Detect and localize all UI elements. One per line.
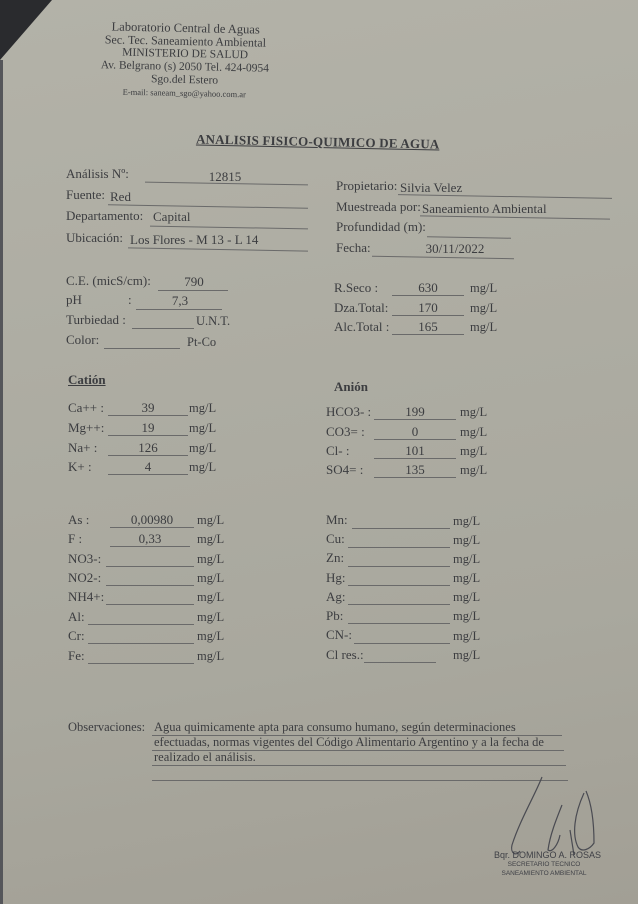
ph-line [136,309,222,310]
cation-unit-na: mg/L [189,441,217,455]
turbiedad-line [132,328,194,329]
anion-line-so4 [374,477,456,478]
ubicacion-value: Los Flores - M 13 - L 14 [130,232,259,247]
metal-line-zn [348,566,450,567]
rseco-value: 630 [418,280,438,295]
cation-label-mg: Mg++: [68,420,105,435]
metal-unit-f: mg/L [197,532,225,546]
metal-line-ag [348,604,450,605]
stamp-dept: SANEAMIENTO AMBIENTAL [501,870,587,877]
cation-title: Catión [68,372,106,387]
letterhead [79,20,291,102]
analisis-label: Análisis Nº: [66,166,129,181]
cation-value-na: 126 [138,440,158,455]
metal-line-as [110,527,194,528]
anion-value-cl: 101 [405,443,425,458]
anion-line-cl [374,458,456,459]
lab-name: Laboratorio Central de Aguas [111,19,260,37]
cation-unit-ca: mg/L [189,401,217,415]
cation-unit-k: mg/L [189,460,217,474]
dza-label: Dza.Total: [334,300,389,315]
anion-unit-cl: mg/L [460,444,488,458]
metal-label-zn: Zn: [326,550,345,565]
metal-unit-zn: mg/L [453,552,481,566]
anion-unit-co3: mg/L [460,425,488,439]
email: E-mail: saneam_sgo@yahoo.com.ar [122,86,247,100]
metal-label-cr: Cr: [68,628,85,643]
muestreada-label: Muestreada por: [336,199,421,214]
city: Sgo.del Estero [150,73,219,87]
anion-label-cl: Cl- : [326,443,350,458]
dza-line [392,315,464,316]
analisis-value: 12815 [208,169,242,184]
observaciones-label: Observaciones: [68,720,146,734]
metal-unit-cr: mg/L [197,629,225,643]
metal-label-as: As : [68,512,90,527]
anion-unit-so4: mg/L [460,463,488,477]
background-corner [0,0,52,60]
anion-title: Anión [334,379,368,394]
departamento-label: Departamento: [66,208,144,223]
metal-label-mn: Mn: [326,512,348,527]
anion-value-so4: 135 [405,462,425,477]
anion-value-hco3: 199 [405,404,425,419]
metal-line-pb [348,623,450,624]
metal-line-f [110,546,190,547]
metal-unit-mn: mg/L [453,514,481,528]
metal-line-mn [352,528,450,529]
metal-unit-al: mg/L [197,610,225,624]
observaciones-line2: efectuadas, normas vigentes del Código Alimentario Argentino y a la fecha de [154,735,544,749]
metal-unit-fe: mg/L [197,649,225,663]
metal-label-pb: Pb: [326,608,344,623]
profundidad-label: Profundidad (m): [336,219,426,234]
address: Av. Belgrano (s) 2050 Tel. 424-0954 [100,59,270,75]
anion-label-co3: CO3= : [326,424,365,439]
muestreada-value: Saneamiento Ambiental [422,201,547,216]
metal-unit-pb: mg/L [453,609,481,623]
alc-line [392,334,464,335]
dza-unit: mg/L [470,301,498,315]
metal-unit-hg: mg/L [453,571,481,585]
anion-value-co3: 0 [411,424,419,439]
metal-label-nh4: NH4+: [68,589,105,604]
obs-rule-3 [152,765,566,766]
turbiedad-label: Turbiedad : [66,312,126,327]
turbiedad-unit: U.N.T. [196,314,231,328]
observaciones-line3: realizado el análisis. [154,750,256,764]
page-edge [0,60,3,904]
stamp-role: SECRETARIO TECNICO [507,861,581,868]
dza-value: 170 [418,300,438,315]
metal-label-cn: CN-: [326,627,352,642]
metal-line-clres [364,662,436,663]
alc-value: 165 [418,319,438,334]
metal-unit-nh4: mg/L [197,590,225,604]
cation-line-mg [108,435,188,436]
ph-label: pH [66,292,82,307]
cation-value-k: 4 [144,459,152,474]
metal-value-f: 0,33 [138,531,162,546]
alc-label: Alc.Total : [334,319,390,334]
metal-label-no2: NO2-: [68,570,102,585]
rseco-label: R.Seco : [334,280,379,295]
anion-unit-hco3: mg/L [460,405,488,419]
metal-label-f: F : [68,531,83,546]
metal-unit-clres: mg/L [453,648,481,662]
rseco-unit: mg/L [470,281,498,295]
anion-label-so4: SO4= : [326,462,364,477]
cation-value-mg: 19 [141,420,155,435]
rseco-line [392,295,464,296]
ubicacion-label: Ubicación: [66,230,124,245]
cation-label-k: K+ : [68,459,92,474]
ministry: MINISTERIO DE SALUD [122,46,249,62]
metal-label-fe: Fe: [68,648,85,663]
color-label: Color: [66,332,100,347]
propietario-value: Silvia Velez [400,180,463,195]
fuente-label: Fuente: [66,187,105,202]
metal-label-cu: Cu: [326,531,345,546]
metal-unit-as: mg/L [197,513,225,527]
metal-line-cn [354,643,450,644]
metal-line-fe [88,663,194,664]
lab-section: Sec. Tec. Saneamiento Ambiental [104,32,267,50]
fecha-label: Fecha: [336,240,371,255]
observaciones-line1: Agua quimicamente apta para consumo humano, según determinaciones [154,720,516,734]
ph-value: 7,3 [171,293,189,308]
cation-line-k [108,474,188,475]
metal-unit-cu: mg/L [453,533,481,547]
ce-label: C.E. (micS/cm): [66,273,151,288]
ph-colon: : [128,292,132,307]
color-line [104,348,180,349]
metal-unit-no2: mg/L [197,571,225,585]
metal-label-ag: Ag: [326,589,346,604]
ce-value: 790 [184,274,204,289]
signature-stamp [494,850,602,878]
fecha-value: 30/11/2022 [425,241,485,256]
metal-line-no2 [106,585,194,586]
metal-unit-no3: mg/L [197,552,225,566]
metal-line-al [88,624,194,625]
metal-label-no3: NO3-: [68,551,102,566]
alc-unit: mg/L [470,320,498,334]
document-title: ANALISIS FISICO-QUIMICO DE AGUA [195,131,440,152]
propietario-label: Propietario: [336,178,398,193]
anion-line-co3 [374,439,456,440]
metal-line-cu [348,547,450,548]
fuente-value: Red [110,189,131,204]
metal-label-hg: Hg: [326,570,346,585]
cation-label-ca: Ca++ : [68,400,104,415]
metal-line-cr [88,643,194,644]
ce-line [158,290,228,291]
anion-label-hco3: HCO3- : [326,404,372,419]
metal-line-hg [348,585,450,586]
metal-line-nh4 [106,604,194,605]
cation-value-ca: 39 [141,400,155,415]
departamento-value: Capital [153,209,191,224]
stamp-name: Bqr. DOMINGO A. ROSAS [494,850,602,860]
metal-value-as: 0,00980 [130,512,174,527]
cation-label-na: Na+ : [68,440,98,455]
metal-unit-ag: mg/L [453,590,481,604]
cation-line-ca [108,415,188,416]
metal-label-al: Al: [68,609,85,624]
metal-unit-cn: mg/L [453,629,481,643]
cation-line-na [108,455,188,456]
metal-line-no3 [106,566,194,567]
metal-label-clres: Cl res.: [326,647,364,662]
anion-line-hco3 [374,419,456,420]
color-unit: Pt-Co [187,335,217,349]
cation-unit-mg: mg/L [189,421,217,435]
